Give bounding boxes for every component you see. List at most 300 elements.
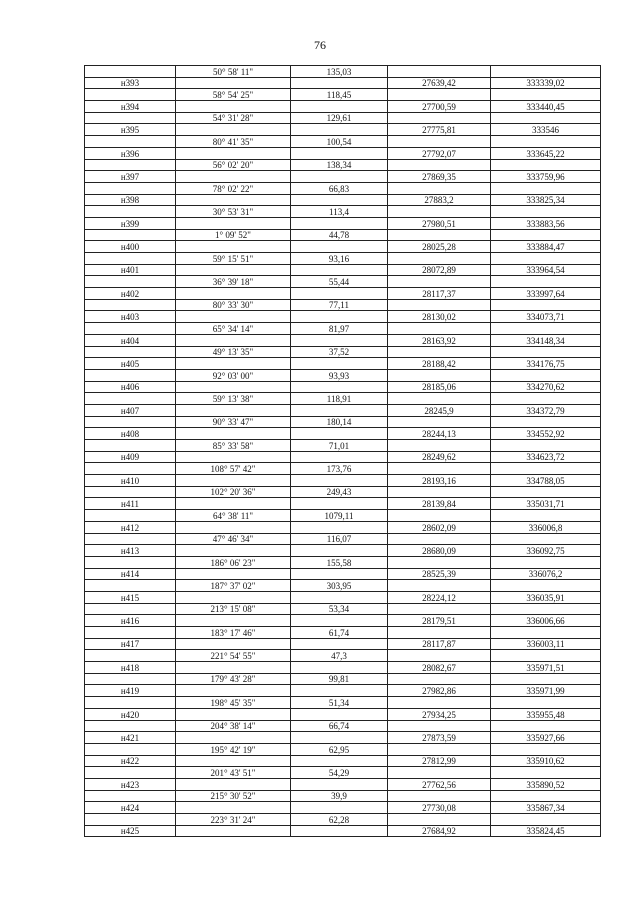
x-coordinate-cell xyxy=(388,229,491,241)
point-id-cell xyxy=(85,767,176,779)
x-coordinate-cell xyxy=(388,369,491,381)
x-coordinate-cell: 28163,92 xyxy=(388,334,491,346)
bearing-cell xyxy=(176,475,291,487)
bearing-cell: 1° 09' 52" xyxy=(176,229,291,241)
x-coordinate-cell xyxy=(388,650,491,662)
point-id-cell: н423 xyxy=(85,778,176,790)
table-row xyxy=(85,673,601,685)
distance-cell xyxy=(291,101,388,113)
table-row xyxy=(85,112,601,124)
x-coordinate-cell xyxy=(388,603,491,615)
x-coordinate-cell: 27775,81 xyxy=(388,124,491,136)
point-id-cell: н422 xyxy=(85,755,176,767)
distance-cell xyxy=(291,241,388,253)
point-id-cell xyxy=(85,89,176,101)
point-id-cell xyxy=(85,66,176,78)
x-coordinate-cell xyxy=(388,253,491,265)
x-coordinate-cell xyxy=(388,580,491,592)
y-coordinate-cell: 333884,47 xyxy=(491,241,601,253)
bearing-cell xyxy=(176,708,291,720)
y-coordinate-cell xyxy=(491,533,601,545)
y-coordinate-cell xyxy=(491,66,601,78)
bearing-cell: 198° 45' 35" xyxy=(176,697,291,709)
y-coordinate-cell: 335955,48 xyxy=(491,708,601,720)
x-coordinate-cell: 27812,99 xyxy=(388,755,491,767)
distance-cell xyxy=(291,358,388,370)
distance-cell: 66,74 xyxy=(291,720,388,732)
bearing-cell: 58° 54' 25" xyxy=(176,89,291,101)
x-coordinate-cell xyxy=(388,206,491,218)
point-id-cell: н409 xyxy=(85,451,176,463)
y-coordinate-cell xyxy=(491,159,601,171)
bearing-cell: 102° 20' 36" xyxy=(176,486,291,498)
bearing-cell: 186° 06' 23" xyxy=(176,556,291,568)
table-row xyxy=(85,533,601,545)
point-id-cell: н420 xyxy=(85,708,176,720)
distance-cell: 51,34 xyxy=(291,697,388,709)
x-coordinate-cell xyxy=(388,697,491,709)
point-id-cell: н413 xyxy=(85,545,176,557)
distance-cell xyxy=(291,778,388,790)
bearing-cell xyxy=(176,778,291,790)
x-coordinate-cell: 27762,56 xyxy=(388,778,491,790)
bearing-cell: 59° 15' 51" xyxy=(176,253,291,265)
y-coordinate-cell xyxy=(491,393,601,405)
y-coordinate-cell: 335890,52 xyxy=(491,778,601,790)
table-row xyxy=(85,416,601,428)
table-row xyxy=(85,767,601,779)
point-id-cell: н402 xyxy=(85,288,176,300)
bearing-cell xyxy=(176,615,291,627)
x-coordinate-cell xyxy=(388,276,491,288)
y-coordinate-cell xyxy=(491,253,601,265)
bearing-cell: 80° 33' 30" xyxy=(176,299,291,311)
point-id-cell: н394 xyxy=(85,101,176,113)
y-coordinate-cell: 333759,96 xyxy=(491,171,601,183)
y-coordinate-cell xyxy=(491,182,601,194)
table-row xyxy=(85,451,601,463)
table-row xyxy=(85,825,601,837)
y-coordinate-cell xyxy=(491,463,601,475)
distance-cell xyxy=(291,545,388,557)
bearing-cell: 50° 58' 11" xyxy=(176,66,291,78)
table-row xyxy=(85,89,601,101)
table-row xyxy=(85,814,601,826)
y-coordinate-cell: 335824,45 xyxy=(491,825,601,837)
y-coordinate-cell: 334176,75 xyxy=(491,358,601,370)
y-coordinate-cell: 333546 xyxy=(491,124,601,136)
point-id-cell: н395 xyxy=(85,124,176,136)
distance-cell xyxy=(291,521,388,533)
point-id-cell xyxy=(85,159,176,171)
point-id-cell xyxy=(85,463,176,475)
y-coordinate-cell: 336003,11 xyxy=(491,638,601,650)
table-row xyxy=(85,662,601,674)
point-id-cell: н407 xyxy=(85,404,176,416)
bearing-cell xyxy=(176,545,291,557)
point-id-cell xyxy=(85,323,176,335)
x-coordinate-cell: 28188,42 xyxy=(388,358,491,370)
table-row xyxy=(85,743,601,755)
point-id-cell: н401 xyxy=(85,264,176,276)
point-id-cell xyxy=(85,299,176,311)
table-row xyxy=(85,404,601,416)
bearing-cell: 49° 13' 35" xyxy=(176,346,291,358)
y-coordinate-cell xyxy=(491,276,601,288)
table-row xyxy=(85,498,601,510)
x-coordinate-cell xyxy=(388,486,491,498)
y-coordinate-cell: 334073,71 xyxy=(491,311,601,323)
table-row xyxy=(85,463,601,475)
bearing-cell xyxy=(176,124,291,136)
bearing-cell: 108° 57' 42" xyxy=(176,463,291,475)
table-row xyxy=(85,182,601,194)
point-id-cell xyxy=(85,486,176,498)
bearing-cell xyxy=(176,381,291,393)
table-row xyxy=(85,124,601,136)
distance-cell xyxy=(291,217,388,229)
table-row xyxy=(85,311,601,323)
bearing-cell xyxy=(176,288,291,300)
distance-cell xyxy=(291,591,388,603)
table-row xyxy=(85,755,601,767)
distance-cell: 39,9 xyxy=(291,790,388,802)
bearing-cell: 183° 17' 46" xyxy=(176,627,291,639)
y-coordinate-cell xyxy=(491,486,601,498)
y-coordinate-cell: 334552,92 xyxy=(491,428,601,440)
bearing-cell: 201° 43' 51" xyxy=(176,767,291,779)
x-coordinate-cell: 28072,89 xyxy=(388,264,491,276)
bearing-cell xyxy=(176,217,291,229)
x-coordinate-cell xyxy=(388,182,491,194)
table-row xyxy=(85,229,601,241)
x-coordinate-cell: 28130,02 xyxy=(388,311,491,323)
distance-cell: 47,3 xyxy=(291,650,388,662)
x-coordinate-cell: 27639,42 xyxy=(388,77,491,89)
x-coordinate-cell: 27869,35 xyxy=(388,171,491,183)
x-coordinate-cell: 28193,16 xyxy=(388,475,491,487)
y-coordinate-cell xyxy=(491,743,601,755)
bearing-cell: 59° 13' 38" xyxy=(176,393,291,405)
bearing-cell xyxy=(176,358,291,370)
bearing-cell xyxy=(176,825,291,837)
table-row xyxy=(85,556,601,568)
x-coordinate-cell xyxy=(388,112,491,124)
bearing-cell xyxy=(176,662,291,674)
distance-cell xyxy=(291,451,388,463)
bearing-cell: 215° 30' 52" xyxy=(176,790,291,802)
x-coordinate-cell: 28602,09 xyxy=(388,521,491,533)
x-coordinate-cell: 28179,51 xyxy=(388,615,491,627)
bearing-cell xyxy=(176,194,291,206)
distance-cell: 118,91 xyxy=(291,393,388,405)
x-coordinate-cell xyxy=(388,136,491,148)
table-row xyxy=(85,393,601,405)
table-row xyxy=(85,66,601,78)
y-coordinate-cell xyxy=(491,346,601,358)
distance-cell: 155,58 xyxy=(291,556,388,568)
bearing-cell xyxy=(176,428,291,440)
bearing-cell xyxy=(176,568,291,580)
distance-cell xyxy=(291,124,388,136)
y-coordinate-cell: 335971,51 xyxy=(491,662,601,674)
table-row xyxy=(85,136,601,148)
x-coordinate-cell xyxy=(388,743,491,755)
bearing-cell: 92° 03' 00" xyxy=(176,369,291,381)
table-row xyxy=(85,685,601,697)
point-id-cell xyxy=(85,556,176,568)
y-coordinate-cell xyxy=(491,89,601,101)
distance-cell: 116,07 xyxy=(291,533,388,545)
y-coordinate-cell: 336092,75 xyxy=(491,545,601,557)
bearing-cell xyxy=(176,241,291,253)
point-id-cell: н416 xyxy=(85,615,176,627)
distance-cell xyxy=(291,662,388,674)
distance-cell: 93,16 xyxy=(291,253,388,265)
point-id-cell xyxy=(85,276,176,288)
distance-cell xyxy=(291,685,388,697)
x-coordinate-cell xyxy=(388,346,491,358)
point-id-cell xyxy=(85,369,176,381)
point-id-cell xyxy=(85,253,176,265)
table-row xyxy=(85,697,601,709)
table-row xyxy=(85,77,601,89)
bearing-cell xyxy=(176,802,291,814)
point-id-cell: н399 xyxy=(85,217,176,229)
y-coordinate-cell xyxy=(491,206,601,218)
point-id-cell xyxy=(85,720,176,732)
point-id-cell: н408 xyxy=(85,428,176,440)
distance-cell: 37,52 xyxy=(291,346,388,358)
table-row xyxy=(85,346,601,358)
x-coordinate-cell xyxy=(388,556,491,568)
point-id-cell xyxy=(85,673,176,685)
x-coordinate-cell xyxy=(388,790,491,802)
distance-cell: 180,14 xyxy=(291,416,388,428)
table-row xyxy=(85,194,601,206)
bearing-cell xyxy=(176,334,291,346)
x-coordinate-cell xyxy=(388,66,491,78)
x-coordinate-cell: 27934,25 xyxy=(388,708,491,720)
table-row xyxy=(85,288,601,300)
distance-cell: 62,28 xyxy=(291,814,388,826)
x-coordinate-cell: 27982,86 xyxy=(388,685,491,697)
bearing-cell: 36° 39' 18" xyxy=(176,276,291,288)
point-id-cell: н415 xyxy=(85,591,176,603)
distance-cell: 77,11 xyxy=(291,299,388,311)
y-coordinate-cell: 336076,2 xyxy=(491,568,601,580)
table-row xyxy=(85,276,601,288)
point-id-cell xyxy=(85,580,176,592)
table-row xyxy=(85,147,601,159)
x-coordinate-cell: 27980,51 xyxy=(388,217,491,229)
point-id-cell: н410 xyxy=(85,475,176,487)
bearing-cell: 54° 31' 28" xyxy=(176,112,291,124)
bearing-cell xyxy=(176,685,291,697)
bearing-cell xyxy=(176,171,291,183)
y-coordinate-cell: 336006,66 xyxy=(491,615,601,627)
x-coordinate-cell: 28185,06 xyxy=(388,381,491,393)
x-coordinate-cell: 28082,67 xyxy=(388,662,491,674)
table-row xyxy=(85,802,601,814)
point-id-cell: н398 xyxy=(85,194,176,206)
bearing-cell xyxy=(176,451,291,463)
distance-cell: 71,01 xyxy=(291,440,388,452)
y-coordinate-cell xyxy=(491,580,601,592)
y-coordinate-cell xyxy=(491,323,601,335)
point-id-cell: н396 xyxy=(85,147,176,159)
distance-cell: 135,03 xyxy=(291,66,388,78)
distance-cell: 173,76 xyxy=(291,463,388,475)
bearing-cell: 179° 43' 28" xyxy=(176,673,291,685)
bearing-cell: 85° 33' 58" xyxy=(176,440,291,452)
distance-cell xyxy=(291,334,388,346)
x-coordinate-cell xyxy=(388,463,491,475)
y-coordinate-cell xyxy=(491,627,601,639)
bearing-cell: 213° 15' 08" xyxy=(176,603,291,615)
y-coordinate-cell xyxy=(491,369,601,381)
y-coordinate-cell: 333997,64 xyxy=(491,288,601,300)
distance-cell xyxy=(291,498,388,510)
distance-cell xyxy=(291,755,388,767)
distance-cell: 66,83 xyxy=(291,182,388,194)
bearing-cell: 204° 38' 14" xyxy=(176,720,291,732)
x-coordinate-cell: 28117,87 xyxy=(388,638,491,650)
bearing-cell xyxy=(176,591,291,603)
table-row xyxy=(85,486,601,498)
point-id-cell: н424 xyxy=(85,802,176,814)
distance-cell xyxy=(291,194,388,206)
x-coordinate-cell xyxy=(388,673,491,685)
y-coordinate-cell: 336035,91 xyxy=(491,591,601,603)
bearing-cell: 90° 33' 47" xyxy=(176,416,291,428)
y-coordinate-cell xyxy=(491,510,601,522)
table-row xyxy=(85,217,601,229)
x-coordinate-cell: 27873,59 xyxy=(388,732,491,744)
x-coordinate-cell: 28117,37 xyxy=(388,288,491,300)
point-id-cell xyxy=(85,533,176,545)
bearing-cell xyxy=(176,755,291,767)
table-row xyxy=(85,101,601,113)
distance-cell xyxy=(291,381,388,393)
point-id-cell: н405 xyxy=(85,358,176,370)
x-coordinate-cell xyxy=(388,440,491,452)
x-coordinate-cell xyxy=(388,533,491,545)
point-id-cell xyxy=(85,440,176,452)
coordinates-table-body xyxy=(85,66,601,837)
distance-cell: 62,95 xyxy=(291,743,388,755)
y-coordinate-cell xyxy=(491,697,601,709)
table-row xyxy=(85,475,601,487)
point-id-cell xyxy=(85,136,176,148)
point-id-cell: н418 xyxy=(85,662,176,674)
table-row xyxy=(85,545,601,557)
table-row xyxy=(85,381,601,393)
x-coordinate-cell: 27730,08 xyxy=(388,802,491,814)
point-id-cell: н421 xyxy=(85,732,176,744)
y-coordinate-cell xyxy=(491,603,601,615)
x-coordinate-cell xyxy=(388,767,491,779)
table-row xyxy=(85,440,601,452)
y-coordinate-cell: 335971,99 xyxy=(491,685,601,697)
bearing-cell: 78° 02' 22" xyxy=(176,182,291,194)
point-id-cell xyxy=(85,182,176,194)
distance-cell xyxy=(291,264,388,276)
bearing-cell: 30° 53' 31" xyxy=(176,206,291,218)
point-id-cell: н393 xyxy=(85,77,176,89)
distance-cell: 44,78 xyxy=(291,229,388,241)
x-coordinate-cell xyxy=(388,89,491,101)
y-coordinate-cell xyxy=(491,136,601,148)
y-coordinate-cell: 335927,66 xyxy=(491,732,601,744)
y-coordinate-cell: 334788,05 xyxy=(491,475,601,487)
distance-cell xyxy=(291,77,388,89)
y-coordinate-cell xyxy=(491,299,601,311)
point-id-cell: н417 xyxy=(85,638,176,650)
x-coordinate-cell xyxy=(388,627,491,639)
bearing-cell: 195° 42' 19" xyxy=(176,743,291,755)
table-row xyxy=(85,615,601,627)
distance-cell: 129,61 xyxy=(291,112,388,124)
y-coordinate-cell: 335867,34 xyxy=(491,802,601,814)
distance-cell xyxy=(291,802,388,814)
distance-cell xyxy=(291,311,388,323)
y-coordinate-cell: 333825,34 xyxy=(491,194,601,206)
point-id-cell xyxy=(85,393,176,405)
y-coordinate-cell: 333339,02 xyxy=(491,77,601,89)
table-row xyxy=(85,358,601,370)
table-row xyxy=(85,627,601,639)
y-coordinate-cell xyxy=(491,767,601,779)
table-row xyxy=(85,323,601,335)
y-coordinate-cell: 334270,62 xyxy=(491,381,601,393)
page-number: 76 xyxy=(314,38,326,52)
distance-cell xyxy=(291,171,388,183)
y-coordinate-cell: 333645,22 xyxy=(491,147,601,159)
table-row xyxy=(85,732,601,744)
bearing-cell xyxy=(176,498,291,510)
x-coordinate-cell: 28249,62 xyxy=(388,451,491,463)
y-coordinate-cell: 333883,56 xyxy=(491,217,601,229)
point-id-cell xyxy=(85,743,176,755)
x-coordinate-cell xyxy=(388,159,491,171)
distance-cell: 99,81 xyxy=(291,673,388,685)
table-row xyxy=(85,720,601,732)
y-coordinate-cell: 335031,71 xyxy=(491,498,601,510)
y-coordinate-cell: 333964,54 xyxy=(491,264,601,276)
point-id-cell: н419 xyxy=(85,685,176,697)
table-row xyxy=(85,778,601,790)
bearing-cell: 187° 37' 02" xyxy=(176,580,291,592)
table-row xyxy=(85,568,601,580)
point-id-cell xyxy=(85,416,176,428)
distance-cell xyxy=(291,638,388,650)
distance-cell: 138,34 xyxy=(291,159,388,171)
bearing-cell: 80° 41' 35" xyxy=(176,136,291,148)
distance-cell xyxy=(291,732,388,744)
y-coordinate-cell xyxy=(491,112,601,124)
y-coordinate-cell xyxy=(491,790,601,802)
y-coordinate-cell xyxy=(491,440,601,452)
table-row xyxy=(85,790,601,802)
point-id-cell xyxy=(85,206,176,218)
bearing-cell xyxy=(176,521,291,533)
table-row xyxy=(85,206,601,218)
distance-cell: 100,54 xyxy=(291,136,388,148)
point-id-cell xyxy=(85,510,176,522)
y-coordinate-cell xyxy=(491,814,601,826)
x-coordinate-cell: 28025,28 xyxy=(388,241,491,253)
